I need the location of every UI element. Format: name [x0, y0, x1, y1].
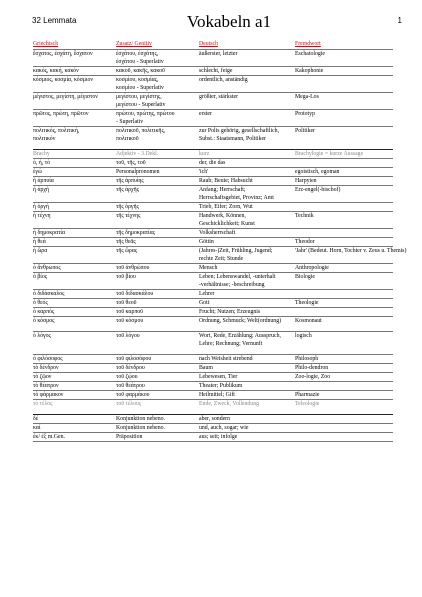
- greek-cell: πολιτικός, πολιτική,: [33, 127, 116, 136]
- genitive-cell: τοῦ ἀνθρώπου: [116, 264, 199, 273]
- greek-cell: ὁ, ἡ, τό: [33, 159, 116, 168]
- table-row: [33, 382, 393, 391]
- loanword-cell: [295, 203, 393, 212]
- greek-cell: τὸ δένδρον: [33, 364, 116, 373]
- german-cell: Anfang; Herrschaft;: [199, 186, 295, 195]
- greek-cell: ὁ ἄνθρωπος: [33, 264, 116, 273]
- table-row: [33, 118, 393, 127]
- genitive-cell: τοῦ ζῴου: [116, 373, 199, 382]
- greek-cell: [33, 442, 116, 443]
- table-row: [33, 273, 393, 282]
- german-cell: Wort, Rede, Erzählung; Ausspruch,: [199, 332, 295, 341]
- german-cell: Herrschaftsgebiet, Provinz; Amt: [199, 195, 274, 201]
- german-cell: zur Polis gehörig, gesellschaftlich,: [199, 127, 295, 136]
- table-row: [33, 110, 393, 119]
- german-cell: Theater; Publikum: [199, 382, 295, 391]
- loanword-cell: Technik: [295, 212, 393, 221]
- genitive-cell: [116, 194, 199, 203]
- loanword-cell: [295, 290, 393, 299]
- german-cell: ordentlich, anständig: [199, 76, 295, 85]
- german-cell: Subst.: Staatsmann, Politiker: [199, 136, 266, 142]
- greek-cell: [33, 220, 116, 229]
- table-row: [33, 67, 393, 76]
- greek-cell: ἡ ὥρα: [33, 247, 116, 256]
- genitive-cell: [116, 220, 199, 229]
- greek-cell: ἐκ/ ἐξ m.Gen.: [33, 433, 116, 442]
- greek-cell: ὁ φιλόσοφος: [33, 355, 116, 364]
- greek-cell: [33, 101, 116, 110]
- genitive-cell: πολιτικοῦ, πολιτικῆς,: [116, 127, 199, 136]
- german-cell: kurz: [199, 150, 295, 159]
- genitive-cell: τῆς δημοκρατίας: [116, 229, 199, 238]
- genitive-cell: τῆς ὥρας: [116, 247, 199, 256]
- genitive-cell: τοῦ διδασκάλου: [116, 290, 199, 299]
- german-cell: der, die das: [199, 159, 295, 168]
- german-cell: Lebewesen, Tier: [199, 373, 295, 382]
- table-row: [33, 308, 393, 317]
- german-cell: äußerster, letzter: [199, 50, 295, 59]
- loanword-cell: Politiker: [295, 127, 393, 136]
- loanword-cell: Philo-dendron: [295, 364, 393, 373]
- german-cell: Ordnung, Schmuck; Welt(ordnung): [199, 317, 295, 326]
- genitive-cell: κακοῦ, κακῆς, κακοῦ: [116, 67, 199, 76]
- german-cell: Ende, Zweck, Vollendung: [199, 400, 295, 409]
- loanword-cell: [295, 159, 393, 168]
- table-row: [33, 442, 393, 443]
- greek-cell: ἡ ὀργή: [33, 203, 116, 212]
- table-row: [33, 355, 393, 364]
- table-row: [33, 332, 393, 341]
- loanword-cell: Zoo-logie, Zoo: [295, 373, 393, 382]
- german-cell: 'ich': [199, 168, 295, 177]
- table-row: [33, 247, 393, 256]
- german-cell: rechte Zeit; Stunde: [199, 256, 244, 262]
- loanword-cell: egoistisch, egoman: [295, 168, 393, 177]
- german-cell: [199, 118, 295, 127]
- loanword-cell: [295, 340, 393, 348]
- table-row: [33, 177, 393, 186]
- table-row: [33, 391, 393, 400]
- greek-cell: ὁ λόγος: [33, 332, 116, 341]
- loanword-cell: [295, 281, 393, 290]
- german-cell: Gott: [199, 299, 295, 308]
- table-row: [33, 159, 393, 168]
- genitive-cell: μεγίστου - Superlativ: [116, 102, 166, 108]
- loanword-cell: Brachylogie = kurze Aussage: [295, 150, 393, 159]
- loanword-cell: Erz-engel(-bischof): [295, 186, 393, 195]
- table-row: [33, 50, 393, 59]
- loanword-cell: [295, 101, 393, 110]
- table-row: [33, 127, 393, 136]
- greek-cell: ἔσχατος, ἐσχάτη, ἔσχατον: [33, 50, 116, 59]
- loanword-cell: [295, 255, 393, 264]
- table-row: [33, 135, 393, 143]
- greek-cell: πρῶτος, πρώτη, πρῶτον: [33, 110, 116, 119]
- genitive-cell: τοῦ λόγου: [116, 332, 199, 341]
- genitive-cell: τοῦ τέλους: [116, 400, 199, 409]
- table-row: [33, 203, 393, 212]
- german-cell: aber, sondern: [199, 415, 295, 424]
- table-row: [33, 220, 393, 229]
- column-header-genitive: Zusatz/ Genitiv: [116, 41, 152, 47]
- table-row: [33, 264, 393, 273]
- loanword-cell: Teleologie: [295, 400, 393, 409]
- table-row: [33, 290, 393, 299]
- column-header-greek: Griechisch: [33, 41, 59, 47]
- german-cell: Mensch: [199, 264, 295, 273]
- loanword-cell: [295, 84, 393, 93]
- greek-cell: ἡ δημοκρατία: [33, 229, 116, 238]
- german-cell: [199, 58, 295, 67]
- german-cell: Handwerk, Können,: [199, 212, 295, 221]
- greek-cell: [33, 58, 116, 67]
- table-row: [33, 93, 393, 102]
- greek-cell: ὁ καρπός: [33, 308, 116, 317]
- german-cell: Leben; Lebenswandel, -unterhalt: [199, 273, 295, 282]
- table-row: [33, 400, 393, 409]
- genitive-cell: [116, 442, 199, 443]
- greek-cell: [33, 84, 116, 93]
- genitive-cell: - Superlativ: [116, 119, 144, 125]
- german-cell: Frucht; Nutzen; Erzeugnis: [199, 308, 295, 317]
- loanword-cell: Kosmonaut: [295, 317, 393, 326]
- genitive-cell: Personalpronomen: [116, 168, 199, 177]
- table-row: [33, 364, 393, 373]
- loanword-cell: [295, 118, 393, 127]
- genitive-cell: τοῦ θεοῦ: [116, 299, 199, 308]
- genitive-cell: Präposition: [116, 433, 199, 442]
- greek-cell: Brachy: [33, 150, 116, 159]
- genitive-cell: τοῦ φιλοσόφου: [116, 355, 199, 364]
- table-row: [33, 299, 393, 308]
- table-row: [33, 212, 393, 221]
- genitive-cell: Konjunktion nebeno.: [116, 424, 199, 433]
- genitive-cell: τοῦ δένδρου: [116, 364, 199, 373]
- german-cell: größter, stärkster: [199, 93, 295, 102]
- column-header-loanword: Fremdwort: [295, 41, 321, 47]
- table-row: [33, 84, 393, 93]
- loanword-cell: [295, 415, 393, 424]
- column-header-german: Deutsch: [199, 41, 218, 47]
- vocabulary-rows: [33, 50, 407, 443]
- genitive-cell: τοῦ καρποῦ: [116, 308, 199, 317]
- german-cell: Geschicklichkeit; Kunst: [199, 221, 255, 227]
- greek-cell: ἐγώ: [33, 168, 116, 177]
- loanword-cell: [295, 135, 393, 143]
- genitive-cell: ἐσχάτου - Superlativ: [116, 59, 164, 65]
- table-row: [33, 424, 393, 433]
- greek-cell: ἡ τέχνη: [33, 212, 116, 221]
- german-cell: Göttin: [199, 238, 295, 247]
- table-row: [33, 281, 393, 290]
- german-cell: Lehre; Rechnung; Vernunft: [199, 341, 263, 347]
- genitive-cell: κοσμίου - Superlativ: [116, 85, 164, 91]
- german-cell: Heilmittel; Gift: [199, 391, 295, 400]
- loanword-cell: logisch: [295, 332, 393, 341]
- german-cell: nach Weisheit strebend: [199, 355, 295, 364]
- greek-cell: καί: [33, 424, 116, 433]
- genitive-cell: πρώτου, πρώτης, πρώτου: [116, 110, 199, 119]
- greek-cell: ὁ κόσμος: [33, 317, 116, 326]
- loanword-cell: Mega-Los: [295, 93, 393, 102]
- loanword-cell: [295, 442, 393, 443]
- genitive-cell: Konjunktion nebeno.: [116, 415, 199, 424]
- table-row: [33, 186, 393, 195]
- page-title: [32, 12, 402, 32]
- loanword-cell: [295, 433, 393, 442]
- german-cell: -verhältnisse; -beschreibung: [199, 282, 265, 288]
- loanword-cell: Prototyp: [295, 110, 393, 119]
- greek-cell: ὁ διδάσκαλος: [33, 290, 116, 299]
- loanword-cell: Anthropologie: [295, 264, 393, 273]
- german-cell: Lehrer: [199, 290, 295, 299]
- greek-cell: τὸ θέατρον: [33, 382, 116, 391]
- german-cell: Baum: [199, 364, 295, 373]
- greek-cell: ἡ ἁρπυία: [33, 177, 116, 186]
- genitive-cell: [116, 340, 199, 348]
- greek-cell: ὁ θεός: [33, 299, 116, 308]
- loanword-cell: Eschatologie: [295, 50, 393, 59]
- loanword-cell: [295, 229, 393, 238]
- genitive-cell: τῆς θεᾶς: [116, 238, 199, 247]
- loanword-cell: Theologie: [295, 299, 393, 308]
- loanword-cell: [295, 308, 393, 317]
- genitive-cell: ἐσχάτου, ἐσχάτης,: [116, 50, 199, 59]
- genitive-cell: τοῦ βίου: [116, 273, 199, 282]
- greek-cell: τὸ τέλος: [33, 400, 116, 409]
- greek-cell: [33, 118, 116, 127]
- table-row: [33, 317, 393, 326]
- loanword-cell: Pharmazie: [295, 391, 393, 400]
- genitive-cell: [116, 281, 199, 290]
- genitive-cell: τῆς ὀργῆς: [116, 203, 199, 212]
- genitive-cell: [116, 255, 199, 264]
- loanword-cell: [295, 382, 393, 391]
- greek-cell: ὁ βίος: [33, 273, 116, 282]
- german-cell: [199, 84, 295, 93]
- greek-cell: [33, 194, 116, 203]
- loanword-cell: [295, 58, 393, 67]
- genitive-cell: τοῦ θεάτρου: [116, 382, 199, 391]
- german-cell: Trieb, Eifer; Zorn, Wut: [199, 203, 295, 212]
- vocabulary-table: [33, 40, 407, 442]
- german-cell: schlecht, feige: [199, 67, 295, 76]
- german-cell: [199, 101, 295, 110]
- table-row: [33, 340, 393, 348]
- table-header-row: [33, 40, 393, 50]
- greek-cell: τὸ ζῷον: [33, 373, 116, 382]
- greek-cell: κακός, κακή, κακόν: [33, 67, 116, 76]
- loanword-cell: [295, 220, 393, 229]
- table-row: [33, 433, 393, 442]
- genitive-cell: τῆς τέχνης: [116, 212, 199, 221]
- lemmata-count: 32 Lemmata: [32, 16, 77, 25]
- table-row: [33, 229, 393, 238]
- loanword-cell: Philosoph: [295, 355, 393, 364]
- genitive-cell: τοῦ φαρμάκου: [116, 391, 199, 400]
- greek-cell: [33, 255, 116, 264]
- genitive-cell: κοσμίου, κοσμίας,: [116, 76, 199, 85]
- table-row: [33, 76, 393, 85]
- german-cell: und, auch, sogar; wie: [199, 424, 295, 433]
- german-cell: [199, 442, 295, 443]
- table-row: [33, 168, 393, 177]
- table-row: [33, 238, 393, 247]
- loanword-cell: Harpyien: [295, 177, 393, 186]
- loanword-cell: [295, 194, 393, 203]
- page-title-text: Vokabeln a1: [186, 12, 272, 31]
- loanword-cell: Theodor: [295, 238, 393, 247]
- greek-cell: κόσμιος, κοσμία, κόσμιον: [33, 76, 116, 85]
- page-header: [32, 12, 402, 40]
- greek-cell: ἡ θεά: [33, 238, 116, 247]
- german-cell: aus; seit; infolge: [199, 433, 295, 442]
- greek-cell: δέ: [33, 415, 116, 424]
- genitive-cell: τῆς ἁρπυίης: [116, 177, 199, 186]
- german-cell: (Jahres-)Zeit, Frühling, Jugend;: [199, 247, 295, 256]
- genitive-cell: μεγίστου, μεγίστης,: [116, 93, 199, 102]
- german-cell: Volksherrschaft: [199, 229, 295, 238]
- genitive-cell: τοῦ, τῆς, τοῦ: [116, 159, 199, 168]
- greek-cell: [33, 281, 116, 290]
- genitive-cell: τοῦ κόσμου: [116, 317, 199, 326]
- greek-cell: πολιτικόν: [33, 136, 56, 142]
- table-row: [33, 194, 393, 203]
- loanword-cell: Kakophonie: [295, 67, 393, 76]
- genitive-cell: Adjektiv - 3.Dekl.: [116, 150, 199, 159]
- loanword-cell: Biologie: [295, 273, 393, 282]
- page-number: 1: [397, 16, 402, 25]
- genitive-cell: πολιτικοῦ: [116, 136, 139, 142]
- loanword-cell: 'Jahr' (Bedeut. Horn, Tochter v. Zeus u. Themis): [295, 248, 407, 254]
- greek-cell: μέγιστος, μεγίστη, μέγιστον: [33, 93, 116, 102]
- table-row: [33, 255, 393, 264]
- table-row: [33, 58, 393, 67]
- table-row: [33, 373, 393, 382]
- loanword-cell: [295, 424, 393, 433]
- loanword-cell: [295, 76, 393, 85]
- table-row: [33, 101, 393, 110]
- genitive-cell: τῆς ἀρχῆς: [116, 186, 199, 195]
- greek-cell: [33, 340, 116, 348]
- greek-cell: ἡ ἀρχή: [33, 186, 116, 195]
- table-row: [33, 150, 393, 159]
- greek-cell: τὸ φάρμακον: [33, 391, 116, 400]
- table-row: [33, 415, 393, 424]
- german-cell: erster: [199, 110, 295, 119]
- german-cell: Raub; Beute; Habsucht: [199, 177, 295, 186]
